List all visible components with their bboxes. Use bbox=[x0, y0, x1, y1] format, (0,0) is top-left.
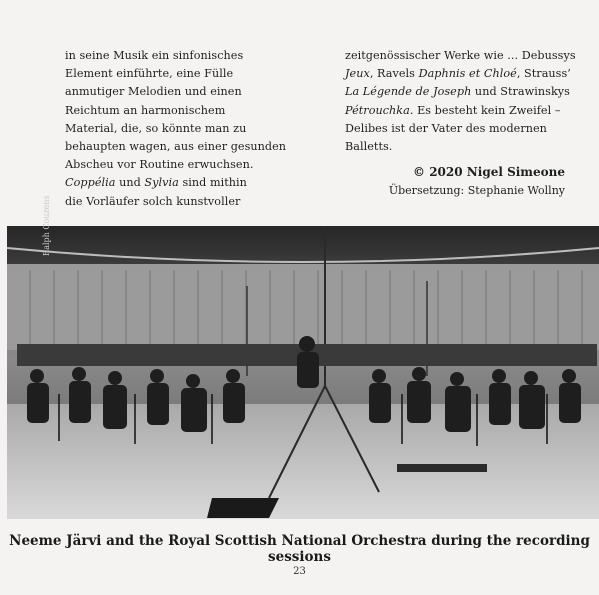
orchestra-illustration bbox=[7, 226, 599, 519]
right-text-column bbox=[345, 47, 576, 156]
work-title: La Légende de Joseph bbox=[345, 85, 472, 99]
author-credit: © 2020 Nigel Simeone bbox=[413, 165, 565, 179]
translator-credit: Übersetzung: Stephanie Wollny bbox=[388, 184, 565, 197]
work-title: Pétrouchka bbox=[345, 103, 410, 117]
text-line: Balletts. bbox=[345, 140, 393, 154]
text-line: Jeux, Ravels Daphnis et Chloé, Strauss’ bbox=[345, 67, 571, 81]
photo-credit: Ralph Couzens bbox=[42, 195, 51, 256]
page-number: 23 bbox=[293, 566, 306, 577]
text-line: behaupten wagen, aus einer gesunden bbox=[65, 140, 287, 154]
text-line: Reichtum an harmonischem bbox=[65, 103, 226, 117]
text-line: zeitgenössischer Werke wie ... Debussys bbox=[345, 49, 576, 62]
text-line: La Légende de Joseph und Strawinskys bbox=[345, 85, 570, 99]
work-title: Sylvia bbox=[144, 176, 179, 190]
work-title: Jeux bbox=[345, 67, 370, 81]
text-line: anmutiger Melodien und einen bbox=[65, 85, 242, 99]
work-title: Daphnis et Chloé bbox=[418, 67, 517, 81]
text-line: Abscheu vor Routine erwuchsen. bbox=[65, 158, 254, 172]
text-line: in seine Musik ein sinfonisches bbox=[65, 49, 244, 62]
text-line: die Vorläufer solch kunstvoller bbox=[65, 194, 241, 208]
text-line: Pétrouchka. Es besteht kein Zweifel – bbox=[345, 103, 561, 117]
work-title: Coppélia bbox=[65, 176, 116, 190]
text-line: Element einführte, eine Fülle bbox=[65, 67, 234, 81]
text-line: Coppélia und Sylvia sind mithin bbox=[65, 176, 247, 190]
text-line: Delibes ist der Vater des modernen bbox=[345, 121, 547, 135]
left-text-column bbox=[65, 47, 305, 211]
photo-caption: Neeme Järvi and the Royal Scottish National Orchestra during the recording sessions bbox=[9, 533, 590, 565]
text-line: Material, die, so könnte man zu bbox=[65, 121, 247, 135]
